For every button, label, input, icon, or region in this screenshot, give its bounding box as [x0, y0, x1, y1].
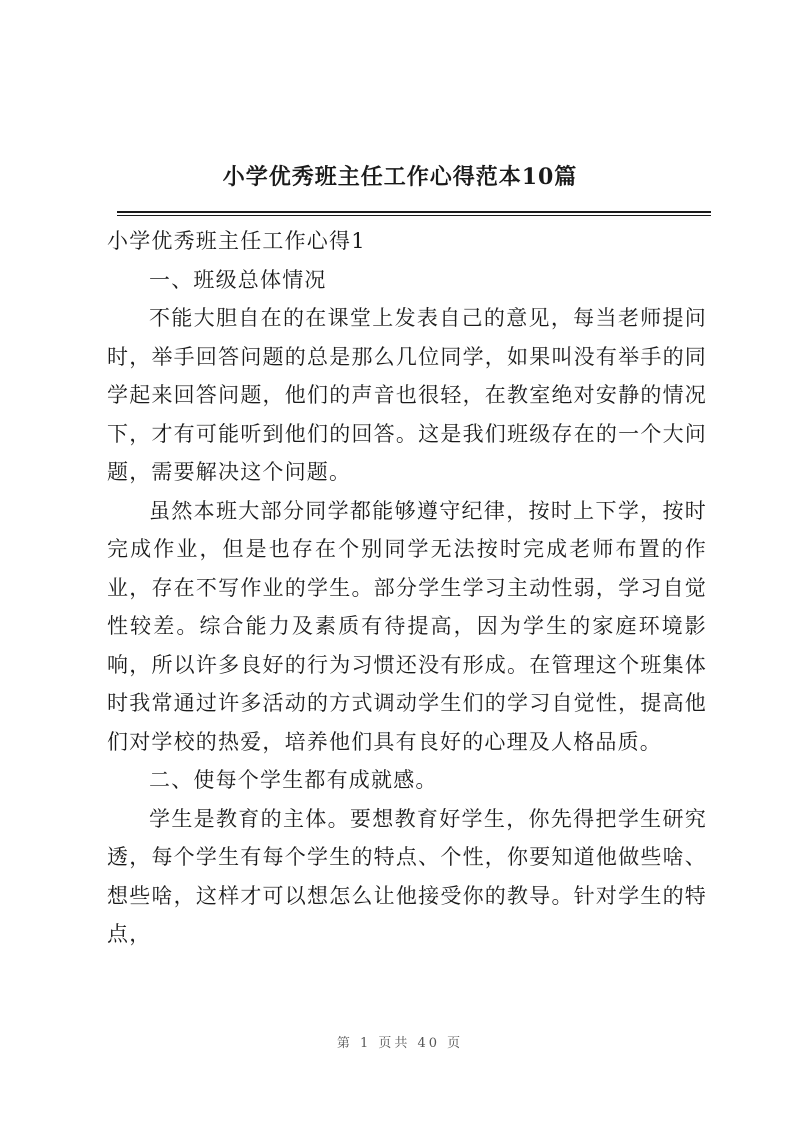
document-title: 小学优秀班主任工作心得范本10篇 [222, 164, 578, 190]
page-number-footer: 第 1 页共 40 页 [336, 1036, 464, 1051]
document-body [107, 222, 707, 954]
title-divider [117, 211, 711, 216]
subheading: 一、班级总体情况 [149, 267, 327, 292]
paragraph: 不能大胆自在的在课堂上发表自己的意见，每当老师提问时，举手回答问题的总是那么几位同学，如果叫没有举手的同学起来回答问题，他们的声音也很轻，在教室绝对安静的情况下，才有可能听到他们的回答。这是我们班级存在的一个大问题，需要解决这个问题。 [107, 306, 707, 484]
paragraph: 虽然本班大部分同学都能够遵守纪律，按时上下学，按时完成作业，但是也存在个别同学无法按时完成老师布置的作业，存在不写作业的学生。部分学生学习主动性弱，学习自觉性较差。综合能力及素质有待提高，因为学生的家庭环境影响，所以许多良好的行为习惯还没有形成。在管理这个班集体时我常通过许多活动的方式调动学生们的学习自觉性，提高他们对学校的热爱，培养他们具有良好的心理及人格品质。 [107, 498, 707, 754]
section-heading: 小学优秀班主任工作心得1 [107, 229, 366, 253]
paragraph: 学生是教育的主体。要想教育好学生，你先得把学生研究透，每个学生有每个学生的特点、个性，你要知道他做些啥、想些啥，这样才可以想怎么让他接受你的教导。针对学生的特点， [107, 806, 707, 946]
subheading: 二、使每个学生都有成就感。 [149, 768, 438, 792]
